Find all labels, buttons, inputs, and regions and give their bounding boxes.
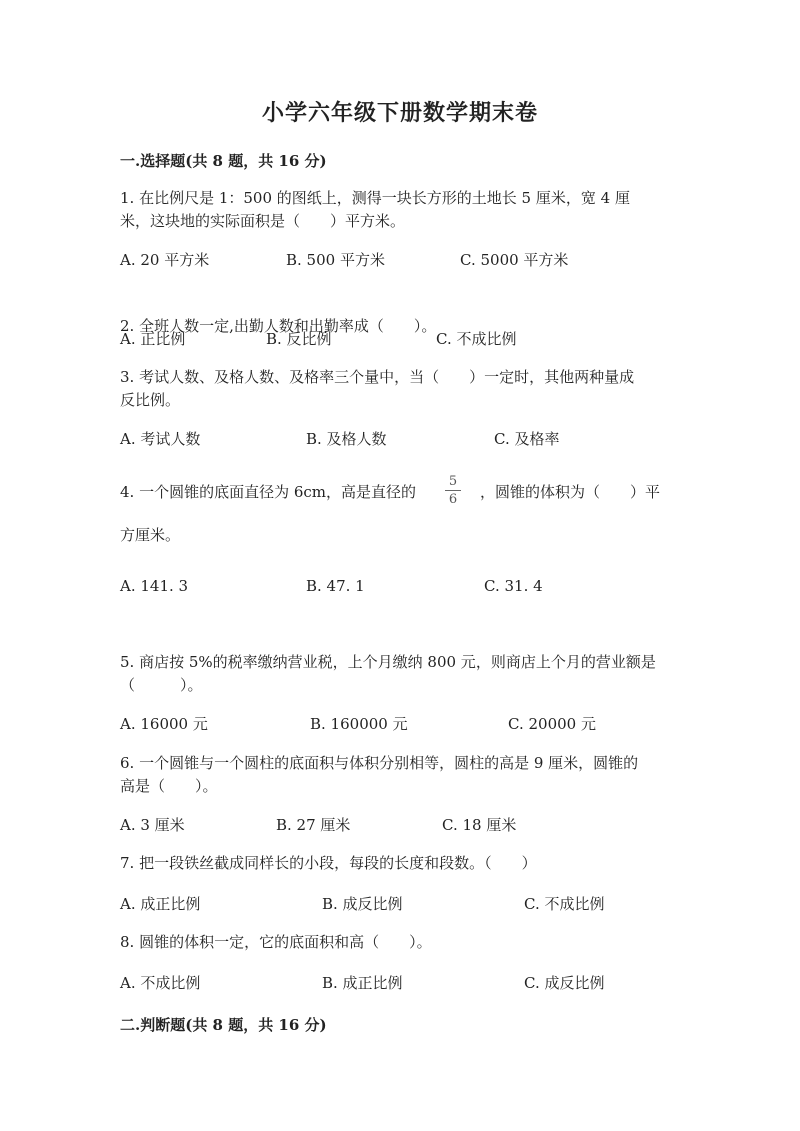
question-4-option-c: C. 31. 4 [484,577,543,595]
fraction-bar [445,490,461,491]
question-4-option-b: B. 47. 1 [306,577,365,595]
question-8-option-a: A. 不成比例 [120,974,201,992]
fraction-numerator: 5 [448,474,458,489]
question-3-option-b: B. 及格人数 [306,430,387,448]
question-8-line-1: 8. 圆锥的体积一定，它的底面积和高（ ）。 [120,933,432,951]
question-1 [120,187,680,233]
question-1-line-1: 1. 在比例尺是 1：500 的图纸上，测得一块长方形的土地长 5 厘米，宽 4 厘 [120,189,630,207]
section-heading-choice: 一.选择题(共 8 题，共 16 分) [120,152,327,170]
fraction-denominator: 6 [448,492,458,507]
question-5-line-2: （ ）。 [120,676,203,694]
question-5-option-a: A. 16000 元 [120,715,208,733]
question-2 [120,315,680,338]
question-5 [120,651,680,697]
question-2-option-b: B. 反比例 [266,330,332,348]
question-5-line-1: 5. 商店按 5%的税率缴纳营业税，上个月缴纳 800 元，则商店上个月的营业额是 [120,653,656,671]
question-7-line-1: 7. 把一段铁丝截成同样长的小段，每段的长度和段数。（ ） [120,854,537,872]
question-5-option-c: C. 20000 元 [508,715,596,733]
question-7 [120,852,680,875]
question-1-option-a: A. 20 平方米 [120,251,210,269]
question-7-option-b: B. 成反比例 [322,895,403,913]
question-4-line-2: 方厘米。 [120,526,181,544]
question-8-option-c: C. 成反比例 [524,974,605,992]
question-3 [120,366,680,412]
question-1-option-c: C. 5000 平方米 [460,251,569,269]
question-7-option-c: C. 不成比例 [524,895,605,913]
question-6-option-c: C. 18 厘米 [442,816,517,834]
question-2-option-c: C. 不成比例 [436,330,517,348]
question-6 [120,752,680,798]
question-8-option-b: B. 成正比例 [322,974,403,992]
question-8 [120,931,680,954]
question-4-line-1-b: ，圆锥的体积为（ ）平 [480,483,661,501]
question-1-option-b: B. 500 平方米 [286,251,385,269]
question-3-option-c: C. 及格率 [494,430,560,448]
question-4-option-a: A. 141. 3 [120,577,189,595]
question-6-option-b: B. 27 厘米 [276,816,351,834]
question-2-line-1: 2. 全班人数一定,出勤人数和出勤率成（ ）。 [120,317,437,335]
question-1-line-2: 米，这块地的实际面积是（ ）平方米。 [120,212,406,230]
question-4-line-1-a: 4. 一个圆锥的底面直径为 6cm，高是直径的 [120,483,417,501]
section-heading-judgement: 二.判断题(共 8 题，共 16 分) [120,1016,327,1034]
question-7-option-a: A. 成正比例 [120,895,201,913]
page-title: 小学六年级下册数学期末卷 [261,100,538,126]
question-5-option-b: B. 160000 元 [310,715,408,733]
question-2-option-a: A. 正比例 [120,330,186,348]
question-6-line-1: 6. 一个圆锥与一个圆柱的底面积与体积分别相等，圆柱的高是 9 厘米，圆锥的 [120,754,639,772]
fraction-five-sixths [445,474,461,507]
question-3-line-2: 反比例。 [120,391,181,409]
question-3-option-a: A. 考试人数 [120,430,201,448]
question-3-line-1: 3. 考试人数、及格人数、及格率三个量中，当（ ）一定时，其他两种量成 [120,368,635,386]
question-6-line-2: 高是（ ）。 [120,777,218,795]
question-6-option-a: A. 3 厘米 [120,816,185,834]
